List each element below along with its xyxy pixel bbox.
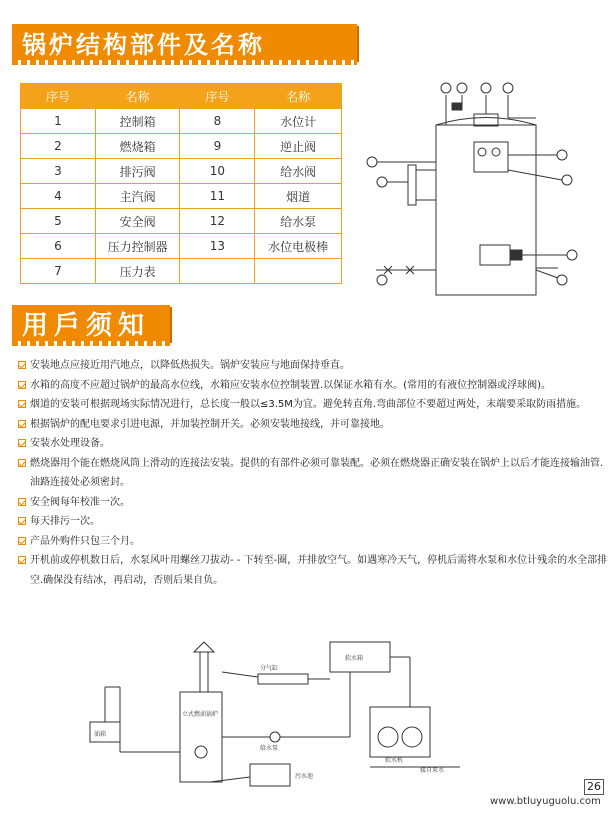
table-header-row	[21, 84, 342, 109]
part-name-cell: 压力表	[95, 259, 180, 284]
control-box	[474, 142, 508, 172]
callout-circle	[441, 83, 451, 93]
table-row	[21, 109, 342, 134]
sewage-pond	[250, 764, 290, 786]
part-name-cell: 主汽阀	[95, 184, 180, 209]
note-item	[18, 395, 608, 415]
note-item	[18, 415, 608, 435]
part-number-cell: 10	[180, 159, 255, 184]
table-row	[21, 259, 342, 284]
header-cell: 名称	[255, 84, 342, 109]
installation-schematic	[80, 612, 480, 797]
part-number-cell: 13	[180, 234, 255, 259]
label-soft-tank: 软水箱	[345, 655, 364, 662]
part-number-cell: 2	[21, 134, 96, 159]
label-sewage: 污水池	[295, 773, 314, 780]
table-row	[21, 184, 342, 209]
label-boiler: 立式燃油锅炉	[182, 711, 219, 718]
section-title-parts: 锅炉结构部件及名称	[12, 24, 357, 60]
note-text: 安全阀每年校准一次。	[30, 496, 130, 508]
part-number-cell: 3	[21, 159, 96, 184]
part-name-cell: 排污阀	[95, 159, 180, 184]
part-number-cell: 9	[180, 134, 255, 159]
checkbox-icon	[18, 537, 26, 545]
checkbox-icon	[18, 498, 26, 506]
part-number-cell: 12	[180, 209, 255, 234]
note-item	[18, 512, 608, 532]
callout-circle	[503, 83, 513, 93]
user-notes-list	[18, 356, 608, 590]
callout-circle	[457, 83, 467, 93]
callout-circle	[377, 275, 387, 285]
banner-underline	[12, 341, 170, 346]
banner-underline	[12, 60, 357, 65]
header-cell: 序号	[180, 84, 255, 109]
note-item	[18, 493, 608, 513]
table-row	[21, 134, 342, 159]
note-item	[18, 434, 608, 454]
note-item	[18, 376, 608, 396]
note-text: 水箱的高度不应超过锅炉的最高水位线，水箱应安装水位控制装置.以保证水箱有水。(常用的有液位控制器或浮球阀)。	[30, 379, 551, 391]
header-cell: 名称	[95, 84, 180, 109]
part-name-cell: 水位电极棒	[255, 234, 342, 259]
checkbox-icon	[18, 420, 26, 428]
note-text: 每天排污一次。	[30, 516, 100, 527]
section-title-user-notes: 用戶须知	[12, 305, 170, 341]
label-oil-tank: 油箱	[94, 731, 107, 738]
part-number-cell: 1	[21, 109, 96, 134]
note-item	[18, 551, 608, 590]
burner-box	[480, 245, 510, 265]
note-item	[18, 356, 608, 376]
note-text: 燃烧器用个能在燃烧风筒上滑动的连接法安装。提供的有部件必须可靠装配。必须在燃烧器正确安装在锅炉上以后才能连接输油管.油路连接处必须密封。	[30, 457, 604, 488]
part-number-cell: 5	[21, 209, 96, 234]
part-name-cell: 压力控制器	[95, 234, 180, 259]
boiler-top-box	[474, 114, 498, 126]
part-number-cell: 6	[21, 234, 96, 259]
pressure-controller-icon	[452, 103, 462, 110]
boiler-unit	[180, 692, 222, 782]
page-number: 26	[584, 779, 604, 795]
water-gauge	[408, 165, 416, 205]
part-number-cell	[180, 259, 255, 284]
checkbox-icon	[18, 400, 26, 408]
checkbox-icon	[18, 439, 26, 447]
callout-circle	[557, 150, 567, 160]
note-text: 安装地点应接近用汽地点，以降低热损失。锅炉安装应与地面保持垂直。	[30, 360, 350, 371]
note-text: 安装水处理设备。	[30, 438, 110, 449]
label-distributor: 分气缸	[260, 665, 279, 672]
part-name-cell	[255, 259, 342, 284]
part-name-cell: 水位计	[255, 109, 342, 134]
steam-distributor	[258, 674, 308, 684]
callout-circle	[557, 275, 567, 285]
note-text: 开机前或停机数日后，水泵风叶用螺丝刀拔动- - 下转至-圈，并排放空气。如遇寒冷天气，停机后需将水泵和水位计残余的水全部排空.确保没有结冰，再启动，否则后果自负。	[30, 555, 608, 586]
feed-pump	[270, 732, 280, 742]
boiler-structure-diagram	[362, 70, 602, 300]
parts-table	[20, 83, 342, 284]
part-number-cell: 11	[180, 184, 255, 209]
callout-circle	[562, 175, 572, 185]
checkbox-icon	[18, 459, 26, 467]
label-softener: 软水机	[385, 757, 404, 764]
part-name-cell: 烟道	[255, 184, 342, 209]
note-text: 根据锅炉的配电要求引进电源，并加装控制开关。必须安装地接线，并可靠接地。	[30, 418, 390, 430]
checkbox-icon	[18, 556, 26, 564]
table-row	[21, 234, 342, 259]
checkbox-icon	[18, 381, 26, 389]
part-number-cell: 4	[21, 184, 96, 209]
note-item	[18, 454, 608, 493]
part-name-cell: 给水泵	[255, 209, 342, 234]
header-cell: 序号	[21, 84, 96, 109]
callout-circle	[567, 250, 577, 260]
note-text: 产品外购件只包三个月。	[30, 535, 140, 547]
checkbox-icon	[18, 517, 26, 525]
label-pump: 给水泵	[260, 745, 279, 752]
part-number-cell: 8	[180, 109, 255, 134]
label-tap-water: 接自来水	[420, 767, 445, 774]
part-name-cell: 控制箱	[95, 109, 180, 134]
part-name-cell: 逆止阀	[255, 134, 342, 159]
table-row	[21, 209, 342, 234]
note-item	[18, 532, 608, 552]
note-text: 烟道的安装可根据现场实际情况进行，总长度一般以≤3.5M为宜。避免转直角.弯曲部位不要超过两处，末端要采取防雨措施。	[30, 399, 587, 410]
part-number-cell: 7	[21, 259, 96, 284]
callout-circle	[377, 177, 387, 187]
callout-circle	[481, 83, 491, 93]
table-row	[21, 159, 342, 184]
part-name-cell: 给水阀	[255, 159, 342, 184]
checkbox-icon	[18, 361, 26, 369]
callout-circle	[367, 157, 377, 167]
part-name-cell: 安全阀	[95, 209, 180, 234]
part-name-cell: 燃烧箱	[95, 134, 180, 159]
website-url: www.btluyuguolu.com	[490, 796, 601, 807]
